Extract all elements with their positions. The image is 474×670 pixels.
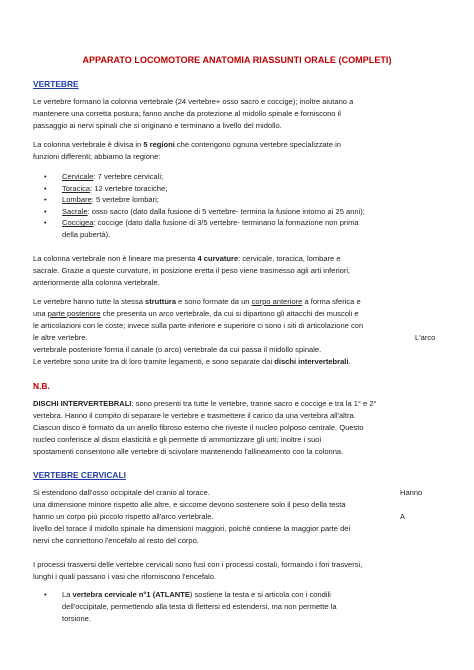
bullet-icon: • <box>44 590 47 599</box>
list-item <box>40 171 450 183</box>
heading-vertebre-cervicali: VERTEBRE CERVICALI <box>33 470 126 480</box>
text-run: Hanno <box>400 488 423 497</box>
text-run: le altre vertebre. <box>33 333 88 342</box>
list-item <box>40 217 450 240</box>
heading-vertebre: VERTEBRE <box>33 79 79 89</box>
text-run: La <box>62 590 73 599</box>
list-text: : 7 vertebre cervicali; <box>93 172 164 181</box>
list-text: della pubertà). <box>62 229 111 239</box>
list-item <box>40 183 450 195</box>
text-line: I processi trasversi delle vertebre cervicali sono fusi con i processi costali, formando i fori trasversi, <box>33 560 363 569</box>
paragraph-discs <box>33 398 443 458</box>
text-line: vertebra. Hanno il compito di separare le vertebre e trasmettere il carico da una vertebra all'altra. <box>33 411 356 420</box>
list-text: : 12 vertebre toraciche; <box>90 183 168 193</box>
text-run: . <box>348 357 351 366</box>
paragraph-processi <box>33 559 443 583</box>
document-title: APPARATO LOCOMOTORE ANATOMIA RIASSUNTI ORALE (COMPLETI) <box>82 55 392 65</box>
text-run: A <box>400 512 406 521</box>
list-term: Toracica <box>62 183 91 193</box>
list-text: dell'occipitale, permettendo alla testa di flettersi ed estendersi, ma non permette la <box>62 602 337 611</box>
bold-text: 5 regioni <box>143 140 175 149</box>
text-run: e sono formate da un <box>176 297 252 306</box>
text-line: funzioni differenti; abbiamo la regione: <box>33 152 161 161</box>
bold-text: 4 curvature <box>197 254 239 263</box>
atlante-list <box>40 589 450 625</box>
text-run: ) sostiene la testa e si articola con i condili <box>189 590 331 599</box>
regions-list <box>40 171 450 241</box>
list-item <box>40 589 450 625</box>
bullet-icon: • <box>44 206 47 216</box>
text-run: La colonna vertebrale è divisa in <box>33 140 144 149</box>
text-line: spostamenti consentono alle vertebre di scivolare mantenendo l'allineamento con la colonna. <box>33 447 344 456</box>
paragraph-curvature <box>33 253 443 289</box>
paragraph-intro <box>33 96 443 132</box>
text-run: Le vertebre sono unite tra di loro tramite legamenti, e sono separate dai <box>33 357 275 366</box>
list-text: torsione. <box>62 614 91 623</box>
list-item <box>40 194 450 206</box>
text-line: nervi che connettono l'encefalo al resto del corpo. <box>33 536 199 545</box>
text-line: una dimensione minore rispetto alle altre, e siccome devono sostenere solo il peso della testa <box>33 500 346 509</box>
bold-text: struttura <box>145 297 177 306</box>
text-line: mantenere una corretta postura; fanno anche da protezione al midollo spinale e forniscono il <box>33 109 341 118</box>
text-run: hanno un corpo più piccolo rispetto all'arco vertebrale. <box>33 512 214 521</box>
text-run: L'arco <box>415 333 436 342</box>
text-line: vertebrale posteriore forma il canale (o arco) vertebrale da cui passa il midollo spinale. <box>33 345 322 354</box>
paragraph-cervicali <box>33 487 443 547</box>
list-text: : osso sacro (dato dalla fusione di 5 vertebre- termina la fusione intorno ai 25 anni); <box>87 206 365 216</box>
underlined-text: corpo anteriore <box>251 297 303 306</box>
list-term: Cervicale <box>62 172 94 181</box>
list-text: : 5 vertebre lombari; <box>91 195 159 205</box>
text-run: Le vertebre hanno tutte la stessa <box>33 297 146 306</box>
bullet-icon: • <box>44 183 47 193</box>
text-run: una <box>33 309 48 318</box>
text-run: che contengono ognuna vertebre specializzate in <box>174 140 341 149</box>
text-line: passaggio ai nervi spinali che si originano e terminano a livello del midollo. <box>33 121 282 130</box>
paragraph-structure <box>33 296 443 368</box>
paragraph-regions <box>33 139 443 163</box>
nb-heading: N.B. <box>33 381 50 391</box>
text-run: : cervicale, toracica, lombare e <box>238 254 341 263</box>
text-line: Ciascun disco è formato da un anello fibroso esterno che riveste il nucleo polposo centrale. Questo <box>33 423 364 432</box>
list-term: Sacrale <box>62 206 88 216</box>
text-run: Si estendono dall'osso occipitale del cranio al torace. <box>33 488 210 497</box>
text-run: che presenta un arco vertebrale, da cui si dipartono gli attacchi dei muscoli e <box>100 309 359 318</box>
bullet-icon: • <box>44 195 47 205</box>
bold-text: DISCHI INTERVERTEBRALI <box>33 399 132 408</box>
bold-text: vertebra cervicale n°1 (ATLANTE <box>72 590 190 599</box>
list-item <box>40 206 450 218</box>
bullet-icon: • <box>44 218 47 228</box>
text-line: lunghi i quali passano i vasi che riforniscono l'encefalo. <box>33 572 217 581</box>
text-run: La colonna vertebrale non è lineare ma presenta <box>33 254 198 263</box>
text-run: a forma sferica e <box>302 297 361 306</box>
list-text: : coccige (dato dalla fusione di 3/5 vertebre- terminano la formazione non prima <box>93 218 359 228</box>
list-term: Coccigea <box>62 218 94 228</box>
text-line: Le vertebre formano la colonna vertebrale (24 vertebre+ osso sacro e coccige); inoltre aiutano a <box>33 97 354 106</box>
text-line: nucleo conferisce al disco elasticità e gli permette di ammortizzare gli urti; inoltre i suoi <box>33 435 322 444</box>
text-line: sacrale. Grazie a queste curvature, in posizione eretta il peso viene trasmesso agli arti inferiori, <box>33 266 351 275</box>
underlined-text: parte posteriore <box>47 309 101 318</box>
text-line: le articolazioni con le coste; invece sulla parte inferiore e superiore ci sono i siti di articolazione con <box>33 321 364 330</box>
text-run: : sono presenti tra tutte le vertebre, tranne sacro e coccige e tra la 1° e 2° <box>131 399 377 408</box>
bold-text: dischi intervertebrali <box>274 357 349 366</box>
list-term: Lombare <box>62 195 92 205</box>
text-line: livello del torace il midollo spinale ha dimensioni maggiori, poiché contiene la maggior parte dei <box>33 524 351 533</box>
bullet-icon: • <box>44 172 47 181</box>
text-line: anteriormente alla colonna vertebrale. <box>33 278 160 287</box>
